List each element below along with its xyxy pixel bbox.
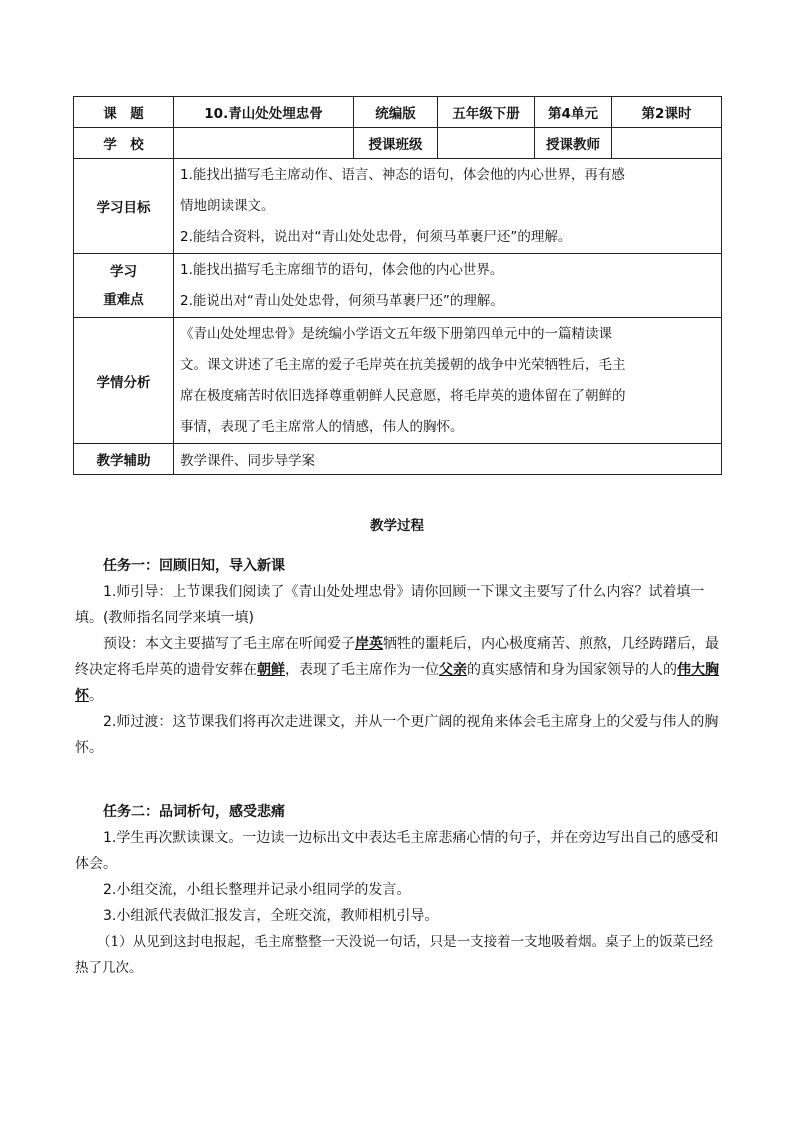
- row-lesson: [74, 97, 722, 128]
- text-span: ，表现了毛主席作为一位: [285, 662, 439, 678]
- text-span: 。: [89, 688, 103, 704]
- goals-line: 情地朗读课文。: [180, 197, 275, 214]
- analysis-content: [174, 318, 722, 444]
- goals-line: 1.能找出描写毛主席动作、语言、神态的语句，体会他的内心世界，再有感: [180, 166, 625, 183]
- teacher-value: [612, 128, 722, 159]
- key-points-label-line1: 学习: [110, 263, 137, 280]
- task1-title: 任务一：回顾旧知，导入新课: [103, 558, 285, 574]
- task2-paragraph-2: 2.小组交流，小组长整理并记录小组同学的发言。: [103, 882, 411, 898]
- task2-paragraph-1: 1.学生再次默读课文。一边读一边标出文中表达毛主席悲痛心情的句子，并在旁边写出自己的感受和体会。: [75, 830, 719, 872]
- lesson-title: 10.青山处处埋忠骨: [174, 97, 354, 128]
- aids-value: 教学课件、同步导学案: [174, 444, 722, 475]
- task1-paragraph-3: 2.师过渡：这节课我们将再次走进课文，并从一个更广阔的视角来体会毛主席身上的父爱与伟人的胸怀。: [75, 714, 719, 756]
- task2-paragraph-3: 3.小组派代表做汇报发言，全班交流，教师相机引导。: [103, 908, 439, 924]
- analysis-label: 学情分析: [74, 318, 174, 444]
- key-points-line: 2.能说出对“青山处处忠骨，何须马革裹尸还”的理解。: [180, 292, 504, 309]
- highlight-anying: 岸英: [355, 636, 383, 652]
- key-points-label: [74, 254, 174, 318]
- text-span: 牺牲的噩耗后，内心极度痛苦、煎熬，几经踌躇后，最终决定将毛岸英的遗骨安葬在: [75, 636, 719, 678]
- key-points-label-line2: 重难点: [103, 291, 144, 308]
- teacher-label: 授课教师: [535, 128, 612, 159]
- task2-quote: （1）从见到这封电报起，毛主席整整一天没说一句话，只是一支接着一支地吸着烟。桌子上的饭菜已经热了几次。: [75, 934, 714, 976]
- aids-label: 教学辅助: [74, 444, 174, 475]
- class-label: 授课班级: [354, 128, 438, 159]
- period: 第2课时: [612, 97, 722, 128]
- task1-paragraph-2: [75, 631, 721, 709]
- task1-paragraph-1: 1.师引导：上节课我们阅读了《青山处处埋忠骨》请你回顾一下课文主要写了什么内容？试着填一填。(教师指名同学来填一填): [75, 584, 705, 626]
- row-school: [74, 128, 722, 159]
- edition: 统编版: [354, 97, 438, 128]
- highlight-great-mind: 伟大胸怀: [75, 662, 719, 704]
- text-span: 的真实感情和身为国家领导的人的: [467, 662, 677, 678]
- highlight-korea: 朝鲜: [257, 662, 285, 678]
- grade: 五年级下册: [438, 97, 535, 128]
- goals-content: [174, 159, 722, 254]
- analysis-line: 席在极度痛苦时依旧选择尊重朝鲜人民意愿，将毛岸英的遗体留在了朝鲜的: [180, 387, 626, 404]
- key-points-line: 1.能找出描写毛主席细节的语句，体会他的内心世界。: [180, 261, 504, 278]
- task1-section: [75, 553, 721, 761]
- row-analysis: [74, 318, 722, 444]
- text-span: 预设：本文主要描写了毛主席在听闻爱子: [103, 636, 355, 652]
- task2-title: 任务二：品词析句，感受悲痛: [103, 804, 285, 820]
- task2-section: [75, 799, 721, 981]
- school-value: [174, 128, 354, 159]
- school-label: 学 校: [74, 128, 174, 159]
- process-title: 教学过程: [370, 518, 424, 534]
- goals-line: 2.能结合资料，说出对“青山处处忠骨，何须马革裹尸还”的理解。: [180, 228, 572, 245]
- row-key-points: [74, 254, 722, 318]
- highlight-father: 父亲: [439, 662, 467, 678]
- analysis-line: 文。课文讲述了毛主席的爱子毛岸英在抗美援朝的战争中光荣牺牲后，毛主: [180, 356, 626, 373]
- analysis-line: 《青山处处埋忠骨》是统编小学语文五年级下册第四单元中的一篇精读课: [180, 325, 612, 342]
- lesson-label: 课 题: [74, 97, 174, 128]
- row-goals: [74, 159, 722, 254]
- lesson-info-table: [73, 96, 722, 475]
- key-points-content: [174, 254, 722, 318]
- goals-label: 学习目标: [74, 159, 174, 254]
- row-aids: [74, 444, 722, 475]
- unit: 第4单元: [535, 97, 612, 128]
- analysis-line: 事情，表现了毛主席常人的情感，伟人的胸怀。: [180, 418, 464, 435]
- class-value: [438, 128, 535, 159]
